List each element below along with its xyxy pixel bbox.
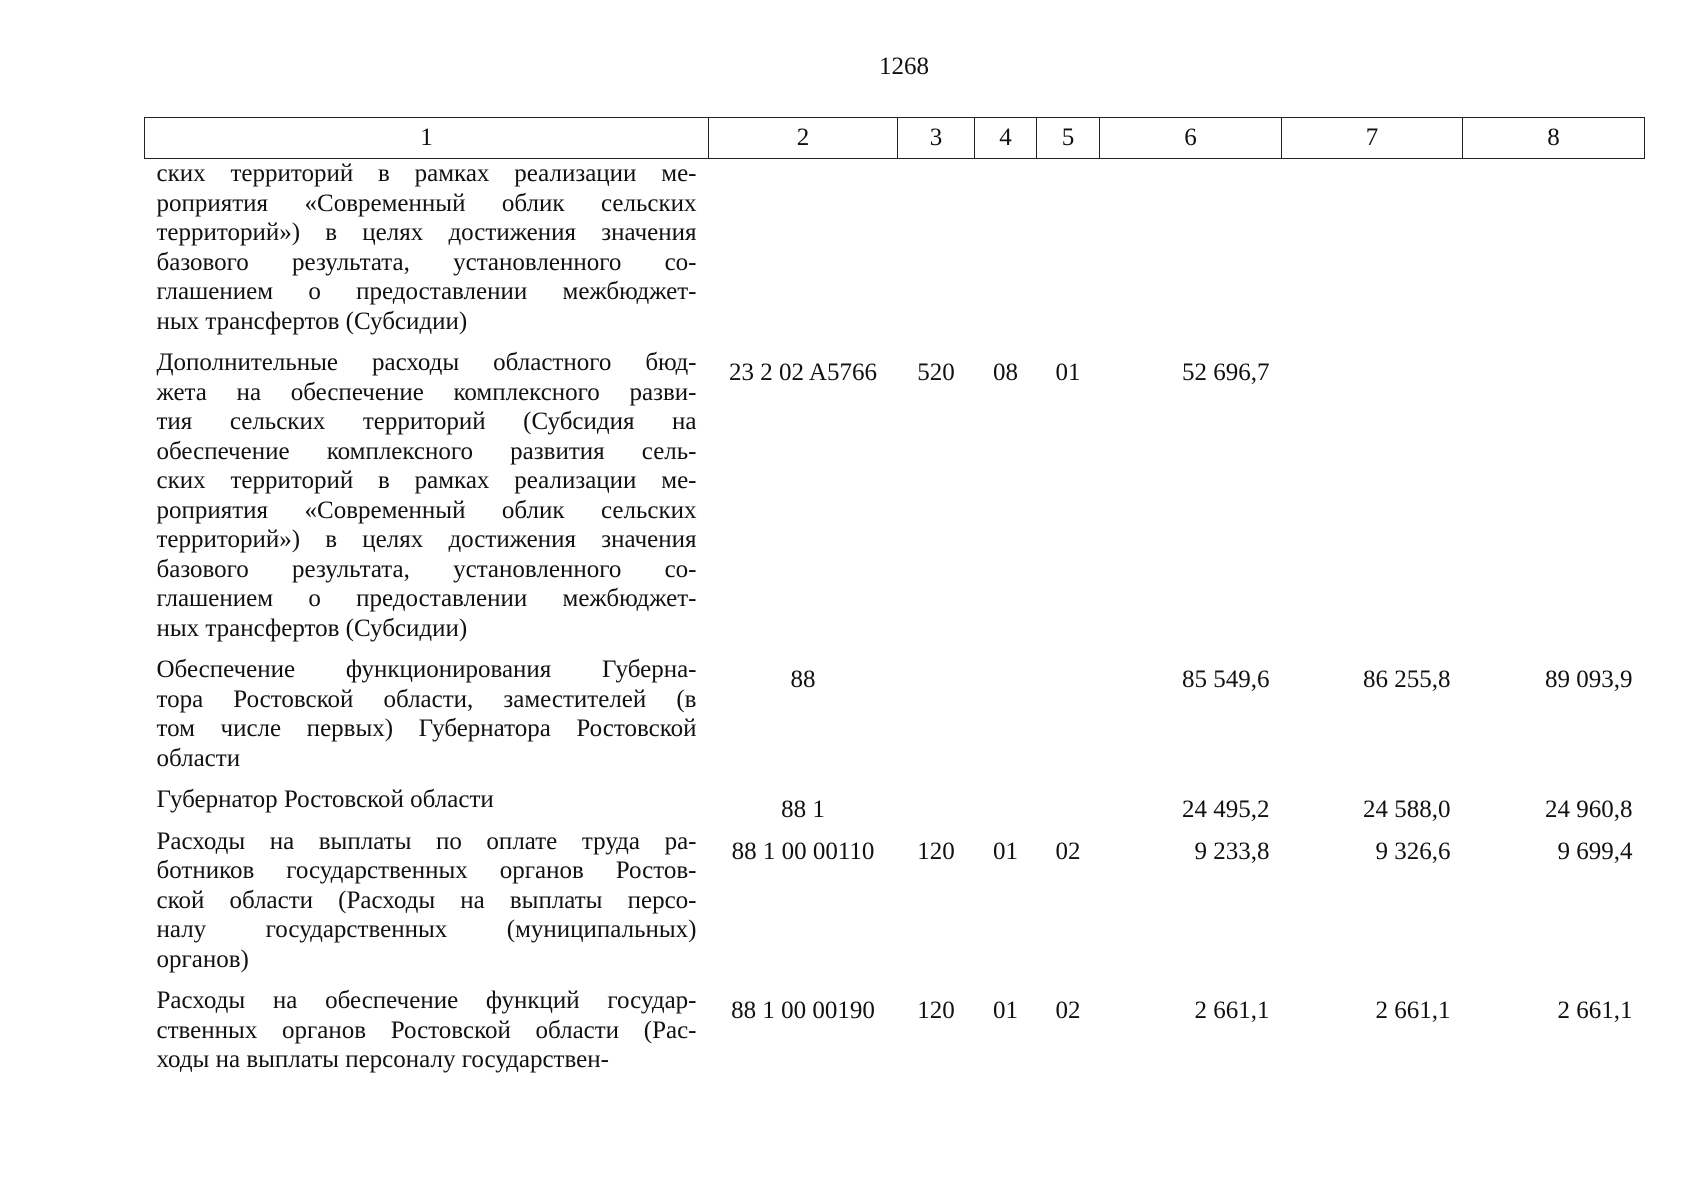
row-expense-type: 520 — [917, 359, 955, 386]
header-col-5: 5 — [1037, 118, 1100, 159]
description-line: Губернатор Ростовской области — [156, 786, 494, 813]
page-number: 1268 — [879, 53, 929, 80]
row-subsection — [1037, 655, 1100, 785]
row-budget-code: 88 1 00 00190 — [731, 997, 875, 1024]
description-line: жета на обеспечение комплексного разви- — [156, 378, 697, 406]
row-budget-code: 88 1 00 00110 — [731, 837, 875, 865]
row-value-col6: 52 696,7 — [1182, 359, 1270, 386]
row-value-col8: 9 699,4 — [1557, 837, 1633, 865]
description-line: базового результата, установленного со- — [156, 555, 697, 583]
description-line: Обеспечение функционирования Губерна- — [156, 656, 697, 683]
description-line: области — [156, 744, 241, 772]
table-row — [145, 986, 1645, 1087]
description-line: ных трансфертов (Субсидии) — [156, 307, 468, 335]
row-value-col8: 24 960,8 — [1545, 796, 1633, 823]
table-row — [145, 785, 1645, 827]
row-budget-code — [709, 159, 898, 349]
table-body — [145, 159, 1645, 1087]
row-section — [975, 655, 1037, 785]
row-value-col7: 9 326,6 — [1375, 837, 1451, 865]
row-value-col7: 24 588,0 — [1363, 796, 1451, 823]
description-line: Дополнительные расходы областного бюд- — [156, 349, 697, 376]
description-line: роприятия «Современный облик сельских — [156, 496, 697, 524]
row-section — [975, 159, 1037, 349]
row-expense-type — [898, 159, 975, 349]
row-subsection: 01 — [1055, 359, 1081, 386]
row-section: 08 — [993, 359, 1018, 386]
header-col-2: 2 — [709, 118, 898, 159]
row-expense-type — [898, 655, 975, 785]
row-value-col7: 86 255,8 — [1363, 666, 1451, 693]
row-expense-type: 120 — [917, 997, 955, 1024]
row-budget-code: 23 2 02 A5766 — [729, 359, 877, 386]
header-col-4: 4 — [975, 118, 1037, 159]
row-value-col7 — [1282, 348, 1463, 655]
description-line: ходы на выплаты персоналу государствен- — [156, 1046, 609, 1073]
row-description — [145, 348, 709, 655]
description-line: роприятия «Современный облик сельских — [156, 189, 697, 217]
row-subsection: 02 — [1055, 837, 1081, 865]
header-col-8: 8 — [1463, 118, 1645, 159]
row-budget-code: 88 1 — [781, 796, 825, 823]
row-section — [975, 785, 1037, 827]
budget-table — [144, 117, 1645, 1087]
description-line: ботников государственных органов Ростов- — [156, 857, 697, 884]
description-line: Расходы на обеспечение функций государ- — [156, 987, 697, 1014]
header-col-6: 6 — [1100, 118, 1282, 159]
row-section: 01 — [993, 997, 1018, 1024]
row-value-col8: 2 661,1 — [1557, 997, 1633, 1024]
row-value-col8: 89 093,9 — [1545, 666, 1633, 693]
row-value-col8 — [1463, 159, 1645, 349]
row-description — [145, 159, 709, 349]
description-line: ственных органов Ростовской области (Рас- — [156, 1016, 697, 1044]
row-value-col7: 2 661,1 — [1375, 997, 1451, 1024]
row-value-col6: 9 233,8 — [1194, 837, 1270, 865]
description-line: ской области (Расходы на выплаты персо- — [156, 886, 697, 914]
description-line: обеспечение комплексного развития сель- — [156, 437, 697, 465]
description-line: тора Ростовской области, заместителей (в — [156, 685, 697, 713]
header-row — [145, 118, 1645, 159]
description-line: Расходы на выплаты по оплате труда ра- — [156, 827, 697, 855]
header-col-7: 7 — [1282, 118, 1463, 159]
table-row — [145, 827, 1645, 987]
row-expense-type — [898, 785, 975, 827]
row-description — [145, 655, 709, 785]
row-budget-code: 88 — [790, 666, 816, 693]
row-description — [145, 785, 709, 827]
row-section: 01 — [993, 837, 1018, 865]
row-description — [145, 827, 709, 987]
description-line: органов) — [156, 945, 249, 973]
row-value-col6 — [1100, 159, 1282, 349]
header-col-3: 3 — [898, 118, 975, 159]
table-row — [145, 159, 1645, 349]
row-subsection: 02 — [1055, 997, 1081, 1024]
row-value-col6: 2 661,1 — [1194, 997, 1270, 1024]
description-line: территорий») в целях достижения значения — [156, 526, 697, 553]
description-line: том числе первых) Губернатора Ростовской — [156, 715, 697, 742]
table-row — [145, 655, 1645, 785]
description-line: территорий») в целях достижения значения — [156, 219, 697, 246]
description-line: ских территорий в рамках реализации ме- — [156, 467, 697, 494]
description-line: тия сельских территорий (Субсидия на — [156, 408, 697, 435]
description-line: базового результата, установленного со- — [156, 248, 697, 276]
header-col-1: 1 — [145, 118, 709, 159]
row-subsection — [1037, 785, 1100, 827]
description-line: ных трансфертов (Субсидии) — [156, 614, 468, 642]
row-description — [145, 986, 709, 1087]
row-expense-type: 120 — [917, 837, 955, 865]
row-value-col6: 85 549,6 — [1182, 666, 1270, 693]
row-value-col6: 24 495,2 — [1182, 796, 1270, 823]
row-value-col7 — [1282, 159, 1463, 349]
row-value-col8 — [1463, 348, 1645, 655]
description-line: налу государственных (муниципальных) — [156, 916, 697, 943]
row-subsection — [1037, 159, 1100, 349]
description-line: глашением о предоставлении межбюджет- — [156, 278, 697, 305]
table-row — [145, 348, 1645, 655]
description-line: глашением о предоставлении межбюджет- — [156, 585, 697, 612]
description-line: ских территорий в рамках реализации ме- — [156, 160, 697, 187]
